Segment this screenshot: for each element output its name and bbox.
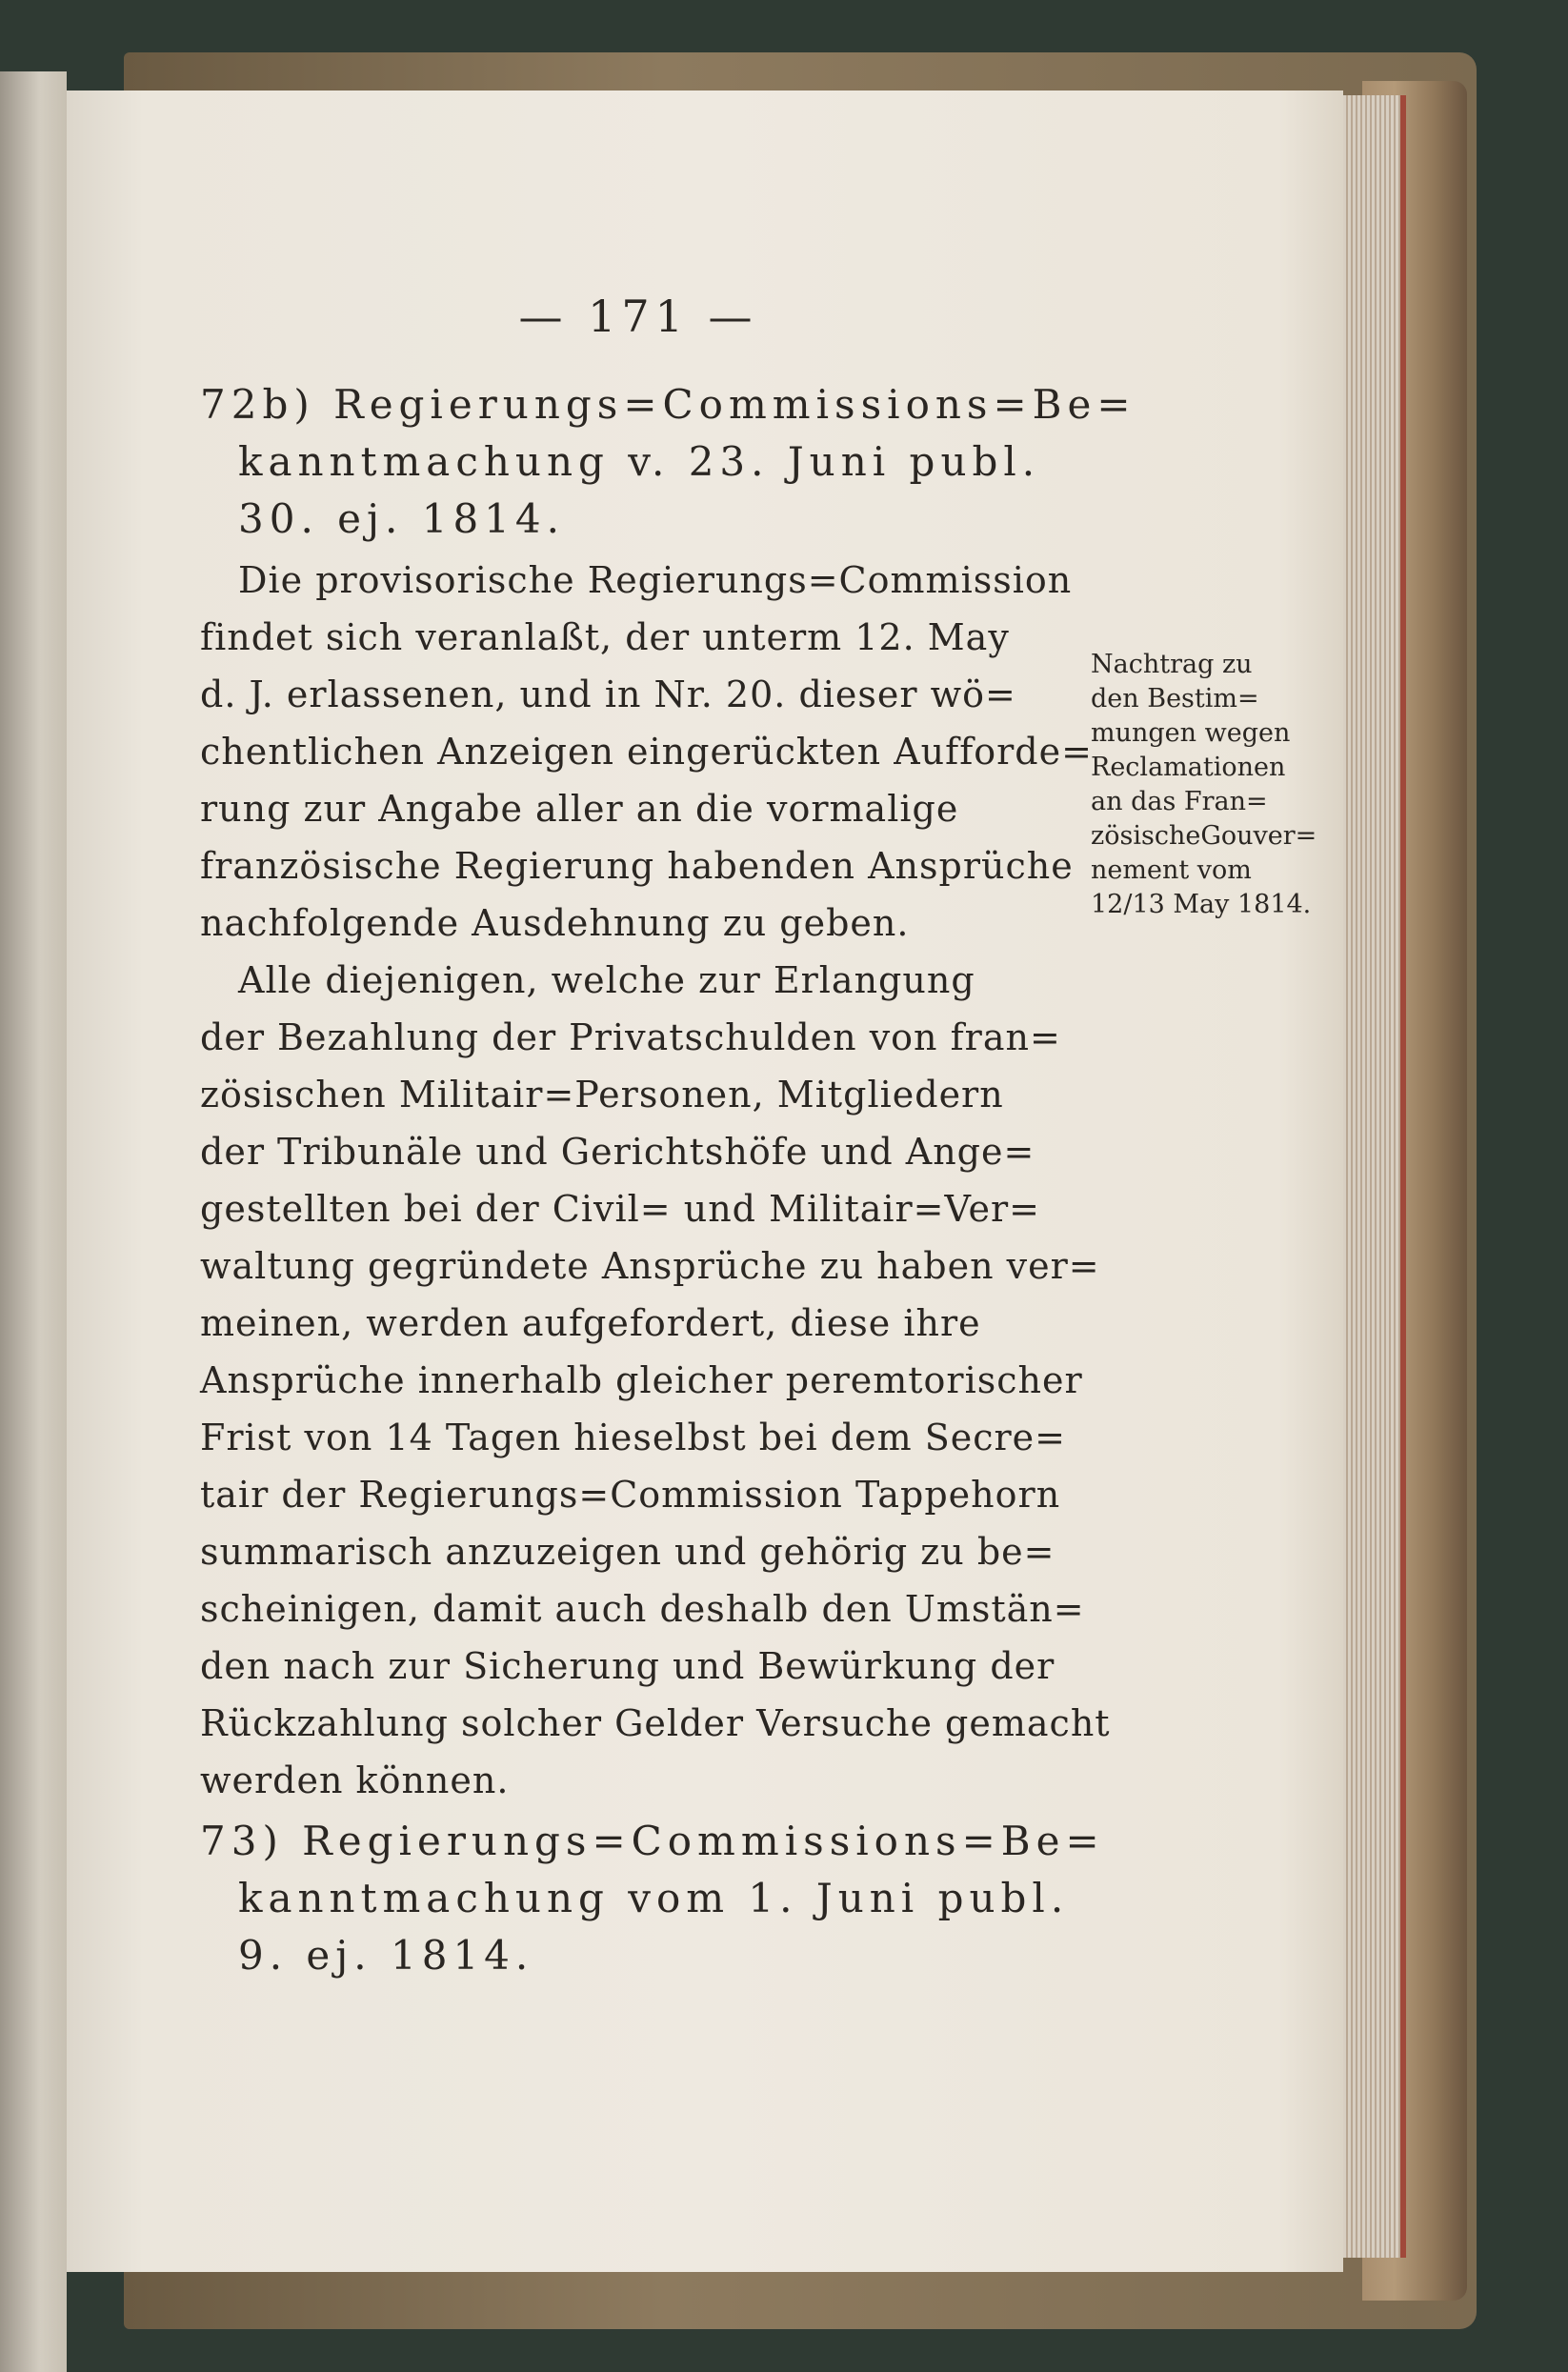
text-line: nachfolgende Ausdehnung zu geben. (200, 902, 910, 944)
text-line: der Bezahlung der Privatschulden von fran= (200, 1016, 1061, 1058)
margin-note-line: Nachtrag zu (1091, 650, 1253, 679)
margin-note-line: nement vom (1091, 855, 1252, 885)
text-line: französische Regierung habenden Ansprüche (200, 845, 1074, 887)
page-number: — 171 — (518, 291, 758, 342)
text-line: findet sich veranlaßt, der unterm 12. May (200, 616, 1010, 658)
text-line: Die provisorische Regierungs=Commission (238, 559, 1073, 601)
text-line: werden können. (200, 1759, 510, 1801)
margin-note-line: zösischeGouver= (1091, 821, 1317, 851)
section-72b-heading (200, 376, 1136, 548)
text-line: gestellten bei der Civil= und Militair=Ver= (200, 1188, 1040, 1230)
heading-line: kanntmachung vom 1. Juni publ. (238, 1875, 1070, 1921)
section-73-heading (200, 1813, 1105, 1984)
heading-line: kanntmachung v. 23. Juni publ. (238, 438, 1041, 485)
facing-page-edge (0, 71, 67, 2372)
margin-note-line: mungen wegen (1091, 718, 1291, 748)
text-line: der Tribunäle und Gerichtshöfe und Ange= (200, 1131, 1035, 1173)
text-line: summarisch anzuzeigen und gehörig zu be= (200, 1531, 1055, 1573)
text-line: tair der Regierungs=Commission Tappehorn (200, 1474, 1061, 1516)
text-line: Rückzahlung solcher Gelder Versuche gemacht (200, 1702, 1111, 1744)
text-line: waltung gegründete Ansprüche zu haben ver= (200, 1245, 1100, 1287)
text-line: rung zur Angabe aller an die vormalige (200, 788, 959, 830)
text-line: zösischen Militair=Personen, Mitgliedern (200, 1074, 1004, 1116)
book-page (67, 90, 1343, 2272)
margin-note (1091, 648, 1319, 922)
heading-line: 9. ej. 1814. (238, 1932, 534, 1979)
text-line: d. J. erlassenen, und in Nr. 20. dieser wö= (200, 673, 1016, 715)
text-line: den nach zur Sicherung und Bewürkung der (200, 1645, 1055, 1687)
text-line: Ansprüche innerhalb gleicher peremtorischer (200, 1359, 1083, 1401)
section-72b-paragraph-1 (200, 552, 1093, 952)
text-line: meinen, werden aufgefordert, diese ihre (200, 1302, 981, 1344)
margin-note-line: 12/13 May 1814. (1091, 890, 1312, 919)
margin-note-line: den Bestim= (1091, 684, 1259, 714)
heading-line: 73) Regierungs=Commissions=Be= (200, 1818, 1105, 1864)
margin-note-line: an das Fran= (1091, 787, 1268, 816)
text-line: Frist von 14 Tagen hieselbst bei dem Secre= (200, 1417, 1066, 1458)
margin-note-line: Reclamationen (1091, 753, 1286, 782)
heading-line: 72b) Regierungs=Commissions=Be= (200, 381, 1136, 428)
text-line: Alle diejenigen, welche zur Erlangung (238, 959, 975, 1001)
heading-line: 30. ej. 1814. (238, 495, 565, 542)
text-line: chentlichen Anzeigen eingerückten Aufforde= (200, 731, 1093, 773)
section-72b-paragraph-2 (200, 952, 1111, 1809)
text-line: scheinigen, damit auch deshalb den Umstän= (200, 1588, 1085, 1630)
